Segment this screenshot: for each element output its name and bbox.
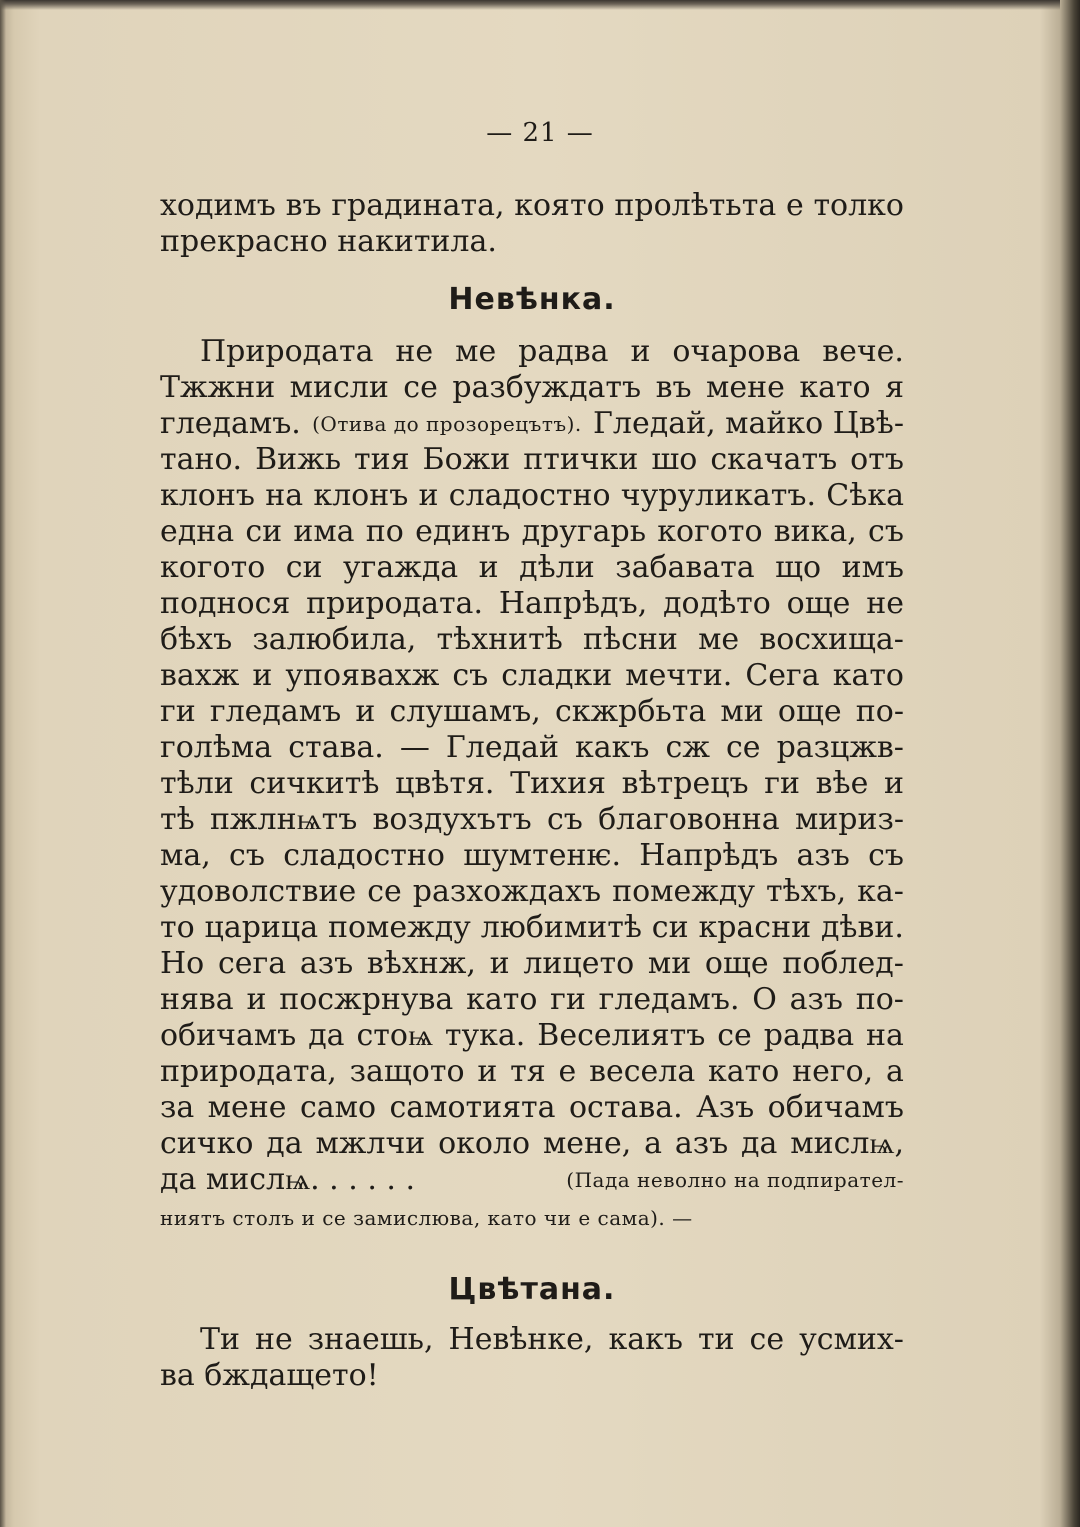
word: лицето	[523, 946, 635, 981]
word: обичамъ	[767, 1090, 904, 1125]
word: природата.	[306, 586, 483, 621]
word: ходимъ	[160, 188, 276, 223]
word: разцжв-	[776, 730, 904, 765]
word: помежду	[612, 874, 755, 909]
word: ги	[550, 982, 586, 1017]
word: мене	[706, 370, 785, 405]
text-line: прекрасно накитила.	[160, 224, 497, 259]
word: и	[489, 946, 510, 981]
word: разбуждатъ	[452, 370, 642, 405]
word: азъ	[674, 1126, 729, 1161]
word: а	[644, 1126, 663, 1161]
word: вѣтрецъ	[621, 766, 749, 801]
word: додѣто	[663, 586, 771, 621]
word: градината,	[331, 188, 505, 223]
word: защото	[349, 1054, 465, 1089]
word: шо	[651, 442, 698, 477]
word: клонъ	[160, 478, 255, 513]
word: въ	[655, 370, 692, 405]
word: сж	[665, 730, 710, 765]
word: сичко	[160, 1126, 254, 1161]
text-line	[160, 586, 904, 622]
word: воздухътъ	[372, 802, 532, 837]
word: радва	[518, 334, 609, 369]
word: мириз-	[794, 802, 904, 837]
word: се	[749, 1322, 785, 1357]
word: —	[399, 730, 430, 765]
word: благовонна	[598, 802, 780, 837]
text-line	[160, 514, 904, 550]
text-line	[160, 1126, 904, 1162]
word: за	[160, 1090, 195, 1125]
word: си	[245, 514, 283, 549]
word: и	[478, 550, 499, 585]
text-line	[160, 730, 904, 766]
word: посжрнува	[279, 982, 454, 1017]
word: сладки	[501, 658, 613, 693]
word: тѣ	[160, 802, 195, 837]
word: мислѩ,	[790, 1126, 904, 1161]
word: самотията	[389, 1090, 556, 1125]
word: царица	[204, 910, 319, 945]
word: ка-	[857, 874, 904, 909]
word: тано.	[160, 442, 243, 477]
word: слушамъ,	[389, 694, 541, 729]
word: азъ	[299, 946, 354, 981]
text-line	[160, 658, 904, 694]
word: Тихия	[510, 766, 606, 801]
text-line	[160, 1054, 904, 1090]
word: ми	[720, 694, 764, 729]
text-line	[160, 622, 904, 658]
word: нява	[160, 982, 234, 1017]
word: залюбила,	[252, 622, 417, 657]
word: поблед-	[782, 946, 904, 981]
word: мисли	[289, 370, 389, 405]
word: съ	[546, 802, 583, 837]
word: ти	[697, 1322, 735, 1357]
text-line	[160, 1200, 904, 1236]
word: шумтенѥ.	[463, 838, 622, 873]
text-line: ва бждащето!	[160, 1358, 379, 1393]
word: не	[866, 586, 904, 621]
word: знаешь,	[307, 1322, 434, 1357]
text-line	[160, 766, 904, 802]
word: пролѣтьта	[614, 188, 777, 223]
word: разхождахъ	[412, 874, 602, 909]
word: любимитѣ	[480, 910, 642, 945]
word: Природата	[200, 334, 374, 369]
word: очарова	[672, 334, 801, 369]
stage-direction: (Пада неволно на подпирател-	[566, 1168, 904, 1192]
word: О	[752, 982, 777, 1017]
text-line	[160, 1162, 904, 1198]
text-line	[160, 1090, 904, 1126]
word: се	[367, 874, 402, 909]
word: красни	[698, 910, 812, 945]
word: ма,	[160, 838, 211, 873]
word: въ	[285, 188, 322, 223]
word: толко	[813, 188, 904, 223]
word: остава.	[568, 1090, 683, 1125]
word: като	[708, 1054, 780, 1089]
word: ми	[647, 946, 692, 981]
text-line	[160, 946, 904, 982]
word: обичамъ	[160, 1018, 297, 1053]
word: която	[514, 188, 605, 223]
word: голѣма	[160, 730, 273, 765]
word: тѣхнитѣ	[436, 622, 563, 657]
word: какъ	[608, 1322, 683, 1357]
word: като	[832, 658, 904, 693]
word: ги	[764, 766, 800, 801]
word: още	[704, 946, 769, 981]
word: чуруликатъ.	[620, 478, 817, 513]
word: съ	[229, 838, 265, 873]
text-line	[200, 1322, 904, 1358]
word: другарь	[521, 514, 647, 549]
word: а	[886, 1054, 904, 1089]
word: е	[558, 1054, 577, 1089]
word: е	[785, 188, 804, 223]
text-fragment: да мислѩ. . . . . .	[160, 1162, 415, 1197]
word: угажда	[342, 550, 459, 585]
word: какъ	[574, 730, 650, 765]
word: вика,	[773, 514, 857, 549]
word: като	[799, 370, 871, 405]
word: скачатъ	[710, 442, 838, 477]
word: си	[651, 910, 689, 945]
word: тѣхъ,	[765, 874, 847, 909]
word: Азъ	[696, 1090, 755, 1125]
word: Тжжни	[160, 370, 276, 405]
text-fragment: гледамъ.	[160, 406, 301, 441]
text-line	[160, 874, 904, 910]
word: Гледай	[445, 730, 559, 765]
word: и	[884, 766, 904, 801]
word: има	[293, 514, 355, 549]
word: по-	[855, 982, 904, 1017]
word: него,	[792, 1054, 874, 1089]
word: имъ	[841, 550, 904, 585]
text-line	[160, 406, 904, 442]
word: да	[266, 1126, 303, 1161]
word: усмих-	[799, 1322, 904, 1357]
speaker-name: Цвѣтана.	[448, 1272, 616, 1307]
word: природата,	[160, 1054, 337, 1089]
word: ме	[455, 334, 497, 369]
word: Божи	[422, 442, 511, 477]
word: тѣли	[160, 766, 234, 801]
word: ги	[160, 694, 196, 729]
word: не	[255, 1322, 293, 1357]
word: бѣхъ	[160, 622, 233, 657]
word: ме	[698, 622, 740, 657]
word: мене	[207, 1090, 287, 1125]
word: съ	[868, 838, 904, 873]
word: упоявахж	[285, 658, 440, 693]
word: поднося	[160, 586, 291, 621]
text-line	[160, 478, 904, 514]
speaker-name: Невѣнка.	[448, 282, 616, 317]
word: Веселиятъ	[537, 1018, 706, 1053]
word: на	[866, 1018, 904, 1053]
word: да	[741, 1126, 778, 1161]
word: единъ	[415, 514, 511, 549]
word: Напрѣдъ	[639, 838, 779, 873]
text-line	[160, 188, 904, 224]
word: когото	[160, 550, 266, 585]
word: удоволствие	[160, 874, 357, 909]
word: я	[885, 370, 904, 405]
word: восхища-	[759, 622, 904, 657]
word: цвѣтя.	[395, 766, 495, 801]
word: дѣли	[519, 550, 595, 585]
word: забавата	[615, 550, 755, 585]
word: пѣсни	[583, 622, 678, 657]
word: по	[365, 514, 404, 549]
word: да	[308, 1018, 345, 1053]
word: Напрѣдъ,	[498, 586, 648, 621]
word: става.	[288, 730, 384, 765]
word: гледамъ.	[598, 982, 740, 1017]
word: съ	[868, 514, 904, 549]
word: радва	[763, 1018, 855, 1053]
text-line	[160, 550, 904, 586]
word: не	[395, 334, 434, 369]
word: по-	[855, 694, 904, 729]
page-number: — 21 —	[486, 118, 594, 148]
word: Невѣнке,	[448, 1322, 594, 1357]
text-line	[160, 838, 904, 874]
word: Ти	[200, 1322, 241, 1357]
word: азъ	[796, 838, 850, 873]
text-line	[160, 1018, 904, 1054]
word: още	[777, 694, 842, 729]
word: тука.	[444, 1018, 526, 1053]
word: и	[418, 478, 439, 513]
word: сладостно	[448, 478, 611, 513]
word: дѣви.	[820, 910, 904, 945]
word: и	[246, 982, 267, 1017]
word: тя	[510, 1054, 546, 1089]
stage-direction: (Отива до прозорецътъ).	[312, 412, 582, 436]
word: само	[299, 1090, 377, 1125]
word: Вижь	[255, 442, 342, 477]
word: и	[477, 1054, 498, 1089]
word: сичкитѣ	[249, 766, 380, 801]
word: на	[265, 478, 304, 513]
word: то	[160, 910, 195, 945]
word: още	[786, 586, 851, 621]
text-line	[160, 694, 904, 730]
text-line	[160, 982, 904, 1018]
word: що	[775, 550, 822, 585]
word: гледамъ	[209, 694, 342, 729]
word: съ	[452, 658, 489, 693]
text-line	[160, 802, 904, 838]
word: птички	[523, 442, 639, 477]
word: и	[630, 334, 651, 369]
word: се	[717, 1018, 752, 1053]
stage-direction: ниятъ столъ и се замислюва, като чи е сама). —	[160, 1206, 693, 1230]
word: когото	[657, 514, 763, 549]
word: вахж	[160, 658, 240, 693]
word: като	[466, 982, 538, 1017]
word: помежду	[327, 910, 471, 945]
word: около	[438, 1126, 531, 1161]
text-fragment: Гледай, майко Цвѣ-	[593, 406, 904, 441]
word: си	[285, 550, 323, 585]
word: Но	[160, 946, 205, 981]
word: мжлчи	[315, 1126, 426, 1161]
word: стоѩ	[356, 1018, 433, 1053]
text-line	[160, 442, 904, 478]
word: вече.	[822, 334, 904, 369]
word: се	[403, 370, 438, 405]
text-line	[160, 910, 904, 946]
word: мечти.	[625, 658, 733, 693]
word: и	[252, 658, 273, 693]
word: отъ	[850, 442, 904, 477]
word: пжлнѩтъ	[209, 802, 358, 837]
text-line	[200, 334, 904, 370]
word: вѣхнж,	[366, 946, 476, 981]
word: весела	[589, 1054, 696, 1089]
word: тия	[354, 442, 410, 477]
word: клонъ	[313, 478, 409, 513]
word: и	[355, 694, 376, 729]
word: азъ	[789, 982, 843, 1017]
word: скжрбьта	[554, 694, 707, 729]
word: Сѣка	[826, 478, 904, 513]
word: мене,	[542, 1126, 632, 1161]
word: сега	[217, 946, 287, 981]
word: сладостно	[283, 838, 445, 873]
word: една	[160, 514, 235, 549]
text-line	[160, 370, 904, 406]
word: вѣе	[815, 766, 869, 801]
word: Сега	[745, 658, 820, 693]
word: се	[725, 730, 761, 765]
